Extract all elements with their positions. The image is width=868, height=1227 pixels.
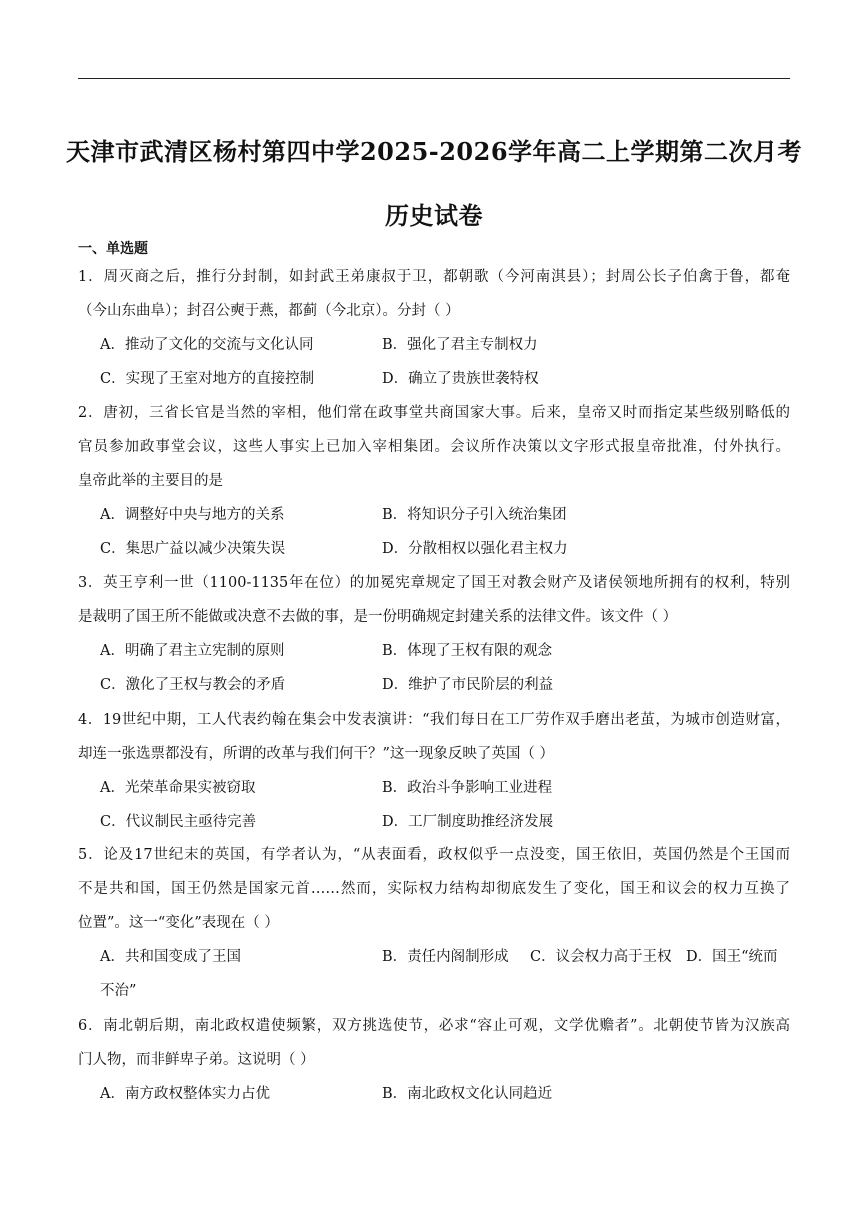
options-row bbox=[78, 1077, 790, 1111]
option-b[interactable]: B．将知识分子引入统治集团 bbox=[382, 507, 567, 523]
question-text-line: 3．英王亨利一世（1100-1135年在位）的加冕宪章规定了国王对教会财产及诸侯领地所拥有的权利，特别 bbox=[78, 575, 790, 591]
question-text-line: 是裁明了国王所不能做或决意不去做的事，是一份明确规定封建关系的法律文件。该文件（ ） bbox=[78, 609, 678, 625]
options-row bbox=[78, 940, 790, 974]
question-text-line: 皇帝此举的主要目的是 bbox=[78, 473, 223, 489]
option-d[interactable]: D．分散相权以强化君主权力 bbox=[382, 541, 568, 557]
option-c[interactable]: C．议会权力高于王权 bbox=[530, 949, 672, 965]
options-row bbox=[78, 668, 790, 702]
question-text-line: 2．唐初，三省长官是当然的宰相，他们常在政事堂共商国家大事。后来，皇帝又时而指定某些级别略低的 bbox=[78, 405, 790, 421]
options-row bbox=[78, 328, 790, 362]
question-2 bbox=[78, 396, 790, 566]
question-text-line: 1．周灭商之后，推行分封制，如封武王弟康叔于卫，都朝歌（今河南淇县）；封周公长子伯禽于鲁，都奄 bbox=[78, 269, 790, 285]
question-text-line: 官员参加政事堂会议，这些人事实上已加入宰相集团。会议所作决策以文字形式报皇帝批准，付外执行。 bbox=[78, 439, 790, 455]
option-d-continuation: 不治” bbox=[100, 983, 137, 999]
question-1 bbox=[78, 260, 790, 396]
question-text-line: 位置”。这一“变化”表现在（ ） bbox=[78, 915, 279, 931]
question-text-line: 门人物，而非鲜卑子弟。这说明（ ） bbox=[78, 1052, 315, 1068]
option-a[interactable]: A．明确了君主立宪制的原则 bbox=[100, 643, 285, 659]
question-5 bbox=[78, 838, 790, 1008]
option-d[interactable]: D．工厂制度助推经济发展 bbox=[382, 814, 554, 830]
option-c[interactable]: C．实现了王室对地方的直接控制 bbox=[100, 371, 315, 387]
option-b[interactable]: B．政治斗争影响工业进程 bbox=[382, 780, 553, 796]
question-text-line: （今山东曲阜）；封召公奭于燕，都蓟（今北京）。分封（ ） bbox=[78, 303, 460, 319]
option-c[interactable]: C．代议制民主亟待完善 bbox=[100, 814, 257, 830]
option-a[interactable]: A．共和国变成了王国 bbox=[100, 949, 241, 965]
header-rule bbox=[78, 78, 790, 79]
option-b[interactable]: B．责任内阁制形成 bbox=[382, 949, 509, 965]
exam-title: 天津市武清区杨村第四中学2025-2026学年高二上学期第二次月考 bbox=[65, 137, 803, 166]
option-d[interactable]: D．确立了贵族世袭特权 bbox=[382, 371, 539, 387]
option-a[interactable]: A．调整好中央与地方的关系 bbox=[100, 507, 285, 523]
question-3 bbox=[78, 566, 790, 702]
question-6 bbox=[78, 1009, 790, 1111]
options-row bbox=[78, 805, 790, 839]
section-heading: 一、单选题 bbox=[78, 241, 148, 257]
option-a[interactable]: A．南方政权整体实力占优 bbox=[100, 1086, 270, 1102]
option-c[interactable]: C．集思广益以减少决策失误 bbox=[100, 541, 286, 557]
option-d[interactable]: D．维护了市民阶层的利益 bbox=[382, 677, 554, 693]
options-row bbox=[78, 771, 790, 805]
options-row bbox=[78, 634, 790, 668]
question-text-line: 却连一张选票都没有，所谓的改革与我们何干？”这一现象反映了英国（ ） bbox=[78, 746, 555, 762]
option-b[interactable]: B．强化了君主专制权力 bbox=[382, 337, 538, 353]
question-text-line: 不是共和国，国王仍然是国家元首……然而，实际权力结构却彻底发生了变化，国王和议会的权力互换了 bbox=[78, 881, 790, 897]
option-b[interactable]: B．体现了王权有限的观念 bbox=[382, 643, 553, 659]
option-a[interactable]: A．推动了文化的交流与文化认同 bbox=[100, 337, 314, 353]
question-text-line: 6．南北朝后期，南北政权遣使频繁，双方挑选使节，必求“容止可观，文学优赡者”。北朝使节皆为汉族高 bbox=[78, 1018, 790, 1034]
options-row bbox=[78, 532, 790, 566]
exam-subtitle: 历史试卷 bbox=[385, 201, 483, 230]
options-row bbox=[78, 498, 790, 532]
option-a[interactable]: A．光荣革命果实被窃取 bbox=[100, 780, 256, 796]
question-text-line: 4．19世纪中期，工人代表约翰在集会中发表演讲：“我们每日在工厂劳作双手磨出老茧，为城市创造财富， bbox=[78, 712, 790, 728]
option-b[interactable]: B．南北政权文化认同趋近 bbox=[382, 1086, 553, 1102]
question-text-line: 5．论及17世纪末的英国，有学者认为，“从表面看，政权似乎一点没变，国王依旧，英国仍然是个王国而 bbox=[78, 847, 790, 863]
option-d[interactable]: D．国王“统而 bbox=[686, 949, 778, 965]
option-c[interactable]: C．激化了王权与教会的矛盾 bbox=[100, 677, 286, 693]
question-4 bbox=[78, 703, 790, 839]
options-row bbox=[78, 362, 790, 396]
